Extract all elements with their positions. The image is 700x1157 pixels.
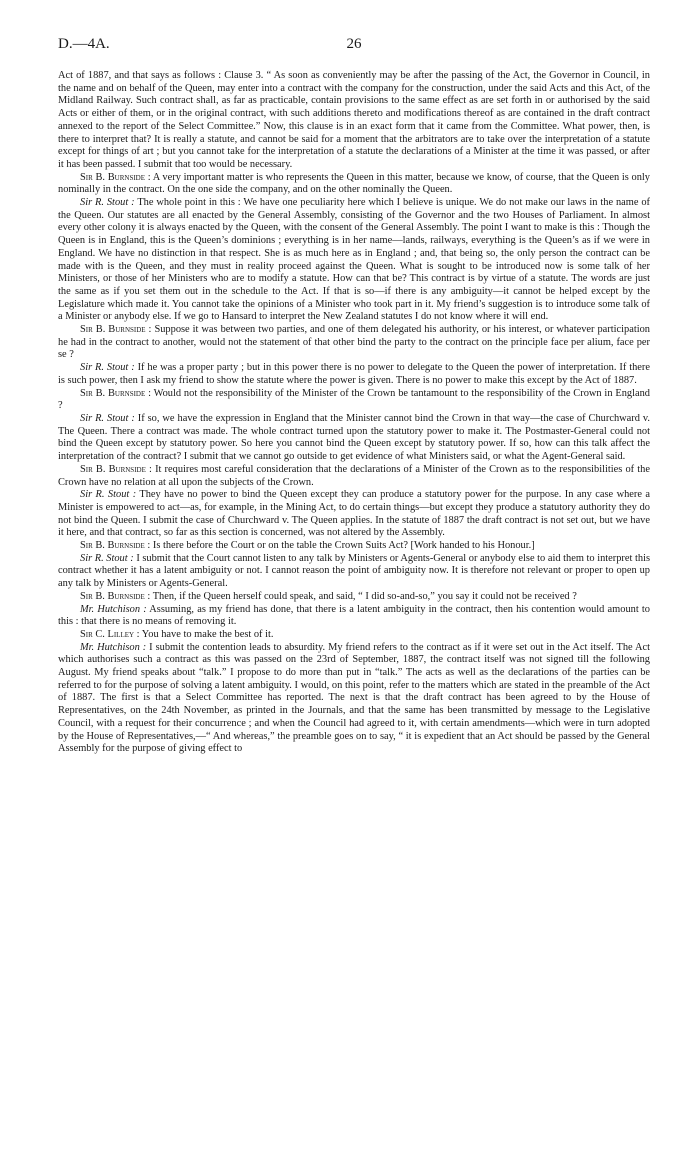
- paragraph-text: Would not the responsibility of the Minister of the Crown be tantamount to the responsibility of the Crown in England ?: [58, 387, 650, 412]
- paragraph: [58, 362, 650, 387]
- paragraph-text: I submit the contention leads to absurdity. My friend refers to the contract as if it were set out in the Act itself. The Act which authorises such a contract as this was passed on the 23rd of September, 1887, the contract itself was not signed till the following August. My friend speaks about “talk.” I propose to do more than put in “talk.” The acts as well as the declarations of the parties can be referred to for the purpose of solving a latent ambiguity. I would, on this point, refer to the matters which are stated in the preamble of the Act of 1887. The first is that a Select Committee has reported. The next is that the draft contract has been agreed to by the House of Representatives, on the 24th November, as printed in the Journals, and that the same has been transmitted by message to the Legislative Council, with a request for their concurrence ; and when the Council had agreed to it, with certain amendments—which were in turn adopted by the House of Representatives,—“ And whereas,” the preamble goes on to say, “ it is expedient that an Act should be passed by the General Assembly for the purpose of giving effect to: [58, 641, 651, 755]
- speaker-name: Sir R. Stout :: [80, 362, 135, 374]
- paragraph-text: They have no power to bind the Queen except they can produce a statutory power for the purpose. In any case where a Minister is empowered to act—as, for example, in the Mining Act, to do certain things—but except they produce a statutory authority they do not bind the Queen. I submit the case of Churchward v. The Queen applies. In the statute of 1887 the draft contract is not set out, but we have it here, and that contract, so far as this section is concerned, was not altered by the Assembly.: [58, 489, 650, 539]
- speaker-name: Sir B. Burnside :: [80, 171, 151, 183]
- paragraph-text: If he was a proper party ; but in this power there is no power to delegate to the Queen the power of interpretation. If there is such power, then I ask my friend to show the statute where the power is given. There is no power to make this except by the Act of 1887.: [58, 362, 650, 386]
- speaker-name: Sir R. Stout :: [80, 489, 137, 501]
- paragraph: [58, 604, 650, 629]
- paragraph: [58, 172, 650, 197]
- paragraph: [58, 629, 650, 642]
- paragraph-text: You have to make the best of it.: [141, 628, 274, 640]
- paragraph: [58, 70, 650, 172]
- page-header: [58, 36, 650, 56]
- paragraph: [58, 591, 650, 604]
- speaker-name: Sir C. Lilley :: [80, 628, 140, 640]
- paragraph: [58, 464, 650, 489]
- paragraph: [58, 553, 650, 591]
- document-reference: D.—4A.: [58, 36, 110, 52]
- paragraph: [58, 197, 650, 324]
- paragraph-text: Assuming, as my friend has done, that there is a latent ambiguity in the contract, then his contention would amount to this : that there is no means of removing it.: [58, 603, 650, 628]
- paragraph-text: Act of 1887, and that says as follows : Clause 3. “ As soon as conveniently may be after the passing of the Act, the Governor in Council, in the name and on behalf of the Queen, may enter into a contract with the company for the construction, under the said Acts and this Act, of the Midland Railway. Such contract shall, as far as practicable, contain provisions to the same effect as are set forth in or authorised by the said Acts or either of them, or in the original contract, with such additions thereto and modifications thereof as are contained in the draft contract annexed to the report of the Select Committee.” Now, this clause is in an exact form that it came from the Committee. What power, then, is there to interpret that? It is really a statute, and cannot be said for a moment that the arbitrators are to take over the interpretation of a statute except for things of art ; but you cannot take for the interpretation of a statute the declarations of a Minister at the time it was passed, or after it has been passed. I submit that too would be necessary.: [58, 70, 650, 170]
- document-body: [58, 70, 650, 756]
- speaker-name: Sir R. Stout :: [80, 412, 135, 424]
- paragraph: [58, 540, 650, 553]
- speaker-name: Sir B. Burnside :: [80, 387, 151, 399]
- page-number: 26: [346, 36, 362, 52]
- paragraph-text: Suppose it was between two parties, and one of them delegated his authority, or his interest, or whatever participation he had in the contract to another, would not the statement of that other bind the party to the contract on the principle face per alium, face per se ?: [58, 324, 650, 361]
- paragraph: [58, 413, 650, 464]
- speaker-name: Sir B. Burnside :: [80, 463, 152, 475]
- speaker-name: Sir B. Burnside :: [80, 324, 152, 336]
- speaker-name: Sir R. Stout :: [80, 197, 135, 209]
- speaker-name: Sir B. Burnside :: [80, 590, 151, 602]
- paragraph-text: It requires most careful consideration that the declarations of a Minister of the Crown as to the responsibilities of the Crown have no relation at all upon the subjects of the Crown.: [58, 463, 650, 488]
- paragraph-text: The whole point in this : We have one peculiarity here which I believe is unique. We do not make our laws in the name of the Queen. Our statutes are all enacted by the General Assembly, consisting of the Governor and the two Houses of Parliament. In almost every other colony it is always enacted by the Queen, with the consent of the General Assembly. The point I want to make is this : Though the Queen is in England, this is the Queen’s dominions ; everything is in her name—lands, railways, everything is the Queen’s as if we were in England. We have no distinction in that respect. She is as much here as in England ; and, that being so, the only person the contract can be made with is the Queen, and they must in reality proceed against the Queen. What is sought to be introduced now is some talk of her Ministers, or those of her Ministers who are to modify a statute. How can that be? This contract is by virtue of a statute. The words are just the same as if you set them out in the schedule to the Act. If that is so—if there is any ambiguity—it cannot be helped except by the Legislature which made it. You cannot take the opinions of a Minister who took part in it. My friend’s suggestion is to introduce some talk of a Minister or anybody else. If we go to Hansard to interpret the New Zealand statutes I do not know where it will end.: [58, 197, 651, 323]
- speaker-name: Mr. Hutchison :: [80, 641, 147, 653]
- speaker-name: Sir R. Stout :: [80, 552, 134, 564]
- paragraph-text: I submit that the Court cannot listen to any talk by Ministers or Agents-General or anybody else to aid them to interpret this contract whether it has a latent ambiguity or not. I cannot reason the point of ambiguity now. It is therefore not relevant or proper to open up any talk by Ministers or Agents-General.: [58, 552, 651, 590]
- paragraph: [58, 324, 650, 362]
- paragraph: [58, 642, 650, 756]
- paragraph-text: If so, we have the expression in England that the Minister cannot bind the Crown in that way—the case of Churchward v. The Queen. There a contract was made. The whole contract turned upon the statutory power to make it. The Postmaster-General could not bind the Queen except by statutory power. So here you cannot bind the Queen except by statutory power. If so, how can this talk affect the interpretation of the contract? I submit that we cannot go outside to get evidence of what Ministers said, or what the Agent-General said.: [58, 412, 650, 463]
- paragraph: [58, 489, 650, 540]
- speaker-name: Sir B. Burnside :: [80, 540, 151, 552]
- speaker-name: Mr. Hutchison :: [80, 603, 147, 615]
- paragraph: [58, 388, 650, 413]
- paragraph-text: Is there before the Court or on the table the Crown Suits Act? [Work handed to his Honour.]: [152, 540, 535, 552]
- paragraph-text: Then, if the Queen herself could speak, and said, “ I did so-and-so,” you say it could not be received ?: [152, 590, 577, 602]
- paragraph-text: A very important matter is who represents the Queen in this matter, because we know, of course, that the Queen is only nominally in the contract. On the one side the company, and on the other nominally the Queen.: [58, 171, 650, 196]
